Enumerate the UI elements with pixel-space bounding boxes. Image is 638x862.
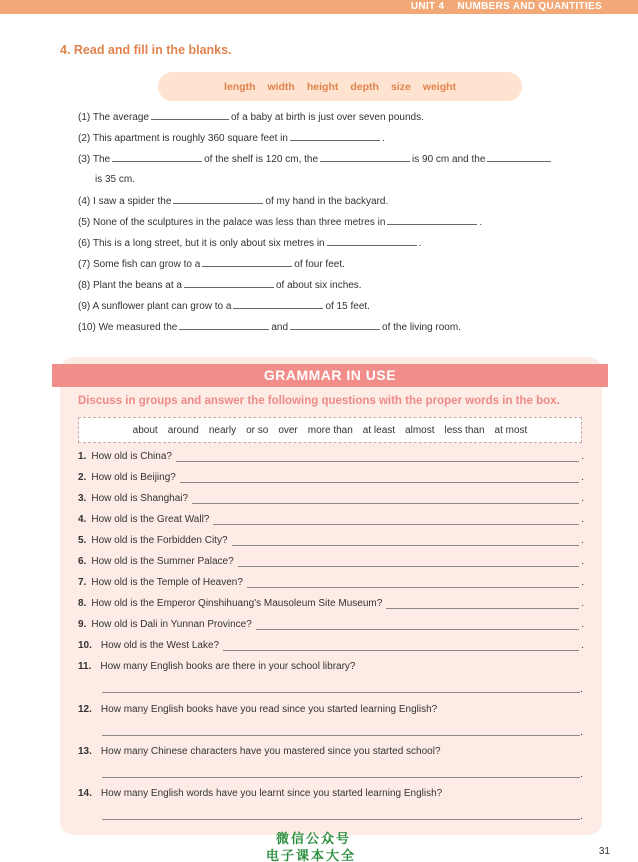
word-less-than: less than bbox=[444, 424, 485, 436]
exercise-title: 4. Read and fill in the blanks. bbox=[60, 43, 232, 57]
fill-item-5: (5) None of the sculptures in the palace was less than three metres in . bbox=[78, 217, 483, 228]
answer-line[interactable] bbox=[102, 819, 580, 820]
blank[interactable] bbox=[327, 237, 417, 246]
word-almost: almost bbox=[405, 424, 435, 436]
grammar-word-box bbox=[78, 417, 582, 443]
question-10: 10. How old is the West Lake? . bbox=[78, 640, 584, 651]
answer-line[interactable] bbox=[176, 453, 579, 462]
watermark-line-1: 微信公众号 bbox=[276, 831, 352, 846]
word-width: width bbox=[267, 80, 295, 93]
blank[interactable] bbox=[173, 195, 263, 204]
fill-item-8: (8) Plant the beans at a of about six inches. bbox=[78, 280, 362, 291]
answer-line[interactable] bbox=[180, 474, 579, 483]
blank[interactable] bbox=[290, 132, 380, 141]
fill-item-7: (7) Some fish can grow to a of four feet. bbox=[78, 259, 345, 270]
watermark-line-2: 电子课本大全 bbox=[266, 848, 357, 862]
fill-item-2: (2) This apartment is roughly 360 square feet in . bbox=[78, 133, 385, 144]
blank[interactable] bbox=[233, 300, 323, 309]
fill-item-6: (6) This is a long street, but it is only about six metres in . bbox=[78, 238, 422, 249]
answer-line[interactable] bbox=[102, 692, 580, 693]
fill-item-1: (1) The average of a baby at birth is just over seven pounds. bbox=[78, 112, 424, 123]
answer-line[interactable] bbox=[232, 537, 580, 546]
word-box bbox=[158, 72, 522, 101]
word-about: about bbox=[132, 424, 158, 436]
word-depth: depth bbox=[350, 80, 379, 93]
blank[interactable] bbox=[184, 279, 274, 288]
blank[interactable] bbox=[179, 321, 269, 330]
blank[interactable] bbox=[202, 258, 292, 267]
word-size: size bbox=[390, 80, 411, 93]
question-13: 13. How many Chinese characters have you mastered since you started school? bbox=[78, 746, 441, 757]
answer-line[interactable] bbox=[102, 777, 580, 778]
unit-header bbox=[401, 1, 602, 12]
question-9: 9. How old is Dali in Yunnan Province? . bbox=[78, 619, 584, 630]
word-at-most: at most bbox=[494, 424, 528, 436]
grammar-banner: GRAMMAR IN USE bbox=[52, 364, 608, 387]
fill-item-4: (4) I saw a spider the of my hand in the backyard. bbox=[78, 196, 389, 207]
question-2: 2. How old is Beijing? . bbox=[78, 472, 584, 483]
word-nearly: nearly bbox=[208, 424, 237, 436]
blank[interactable] bbox=[112, 153, 202, 162]
word-weight: weight bbox=[422, 80, 457, 93]
answer-line[interactable] bbox=[192, 495, 579, 504]
answer-line[interactable] bbox=[247, 579, 579, 588]
word-over: over bbox=[278, 424, 298, 436]
question-5: 5. How old is the Forbidden City? . bbox=[78, 535, 584, 546]
question-8: 8. How old is the Emperor Qinshihuang's Mausoleum Site Museum? . bbox=[78, 598, 584, 609]
answer-period: . bbox=[580, 684, 583, 695]
page-number: 31 bbox=[598, 846, 610, 857]
answer-period: . bbox=[580, 727, 583, 738]
question-11: 11. How many English books are there in your school library? bbox=[78, 661, 356, 672]
word-height: height bbox=[306, 80, 339, 93]
blank[interactable] bbox=[151, 111, 229, 120]
word-or-so: or so bbox=[246, 424, 269, 436]
answer-line[interactable] bbox=[213, 516, 579, 525]
question-3: 3. How old is Shanghai? . bbox=[78, 493, 584, 504]
question-12: 12. How many English books have you read since you started learning English? bbox=[78, 704, 438, 715]
answer-line[interactable] bbox=[386, 600, 579, 609]
answer-line[interactable] bbox=[102, 735, 580, 736]
fill-item-3-cont: is 35 cm. bbox=[95, 174, 136, 185]
unit-title: NUMBERS AND QUANTITIES bbox=[457, 1, 602, 12]
blank[interactable] bbox=[487, 153, 551, 162]
answer-period: . bbox=[580, 811, 583, 822]
question-7: 7. How old is the Temple of Heaven? . bbox=[78, 577, 584, 588]
answer-period: . bbox=[580, 769, 583, 780]
unit-label: UNIT 4 bbox=[410, 1, 445, 12]
grammar-instruction: Discuss in groups and answer the following questions with the proper words in the box. bbox=[78, 395, 560, 407]
word-length: length bbox=[223, 80, 256, 93]
question-14: 14. How many English words have you learnt since you started learning English? bbox=[78, 788, 443, 799]
blank[interactable] bbox=[290, 321, 380, 330]
word-at-least: at least bbox=[362, 424, 396, 436]
answer-line[interactable] bbox=[256, 621, 579, 630]
fill-item-9: (9) A sunflower plant can grow to a of 15 feet. bbox=[78, 301, 370, 312]
answer-line[interactable] bbox=[238, 558, 580, 567]
answer-line[interactable] bbox=[223, 642, 579, 651]
question-4: 4. How old is the Great Wall? . bbox=[78, 514, 584, 525]
fill-item-3: (3) The of the shelf is 120 cm, the is 90 cm and the bbox=[78, 153, 553, 165]
word-more-than: more than bbox=[307, 424, 353, 436]
word-around: around bbox=[167, 424, 199, 436]
question-6: 6. How old is the Summer Palace? . bbox=[78, 556, 584, 567]
blank[interactable] bbox=[320, 153, 410, 162]
question-1: 1. How old is China? . bbox=[78, 451, 584, 462]
fill-item-10: (10) We measured the and of the living room. bbox=[78, 322, 461, 333]
blank[interactable] bbox=[387, 216, 477, 225]
